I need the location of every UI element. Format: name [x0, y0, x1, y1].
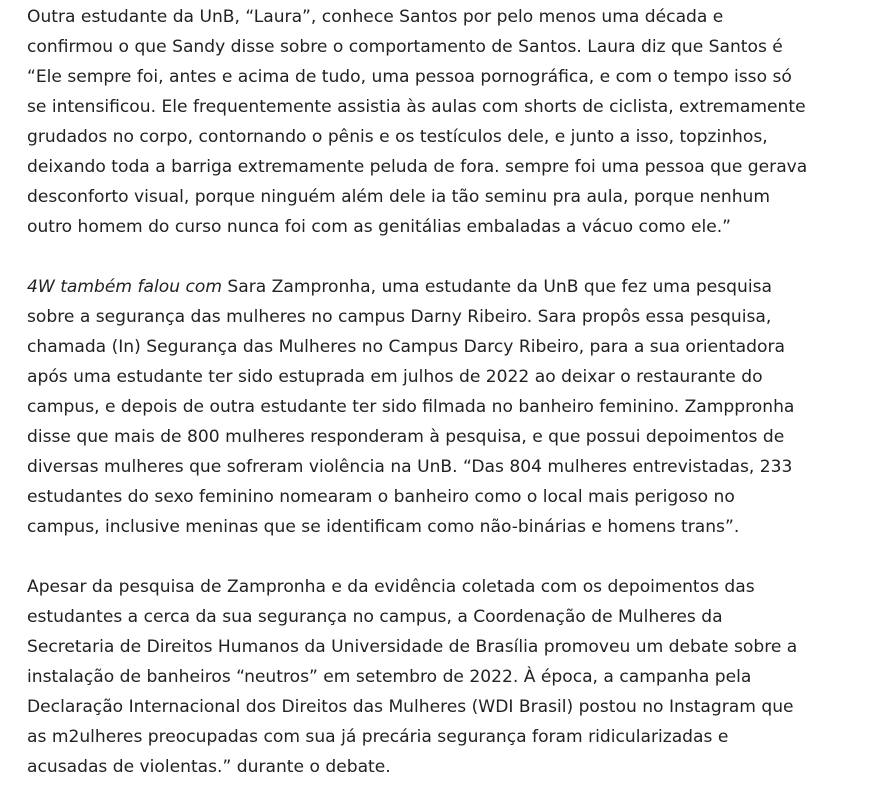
- paragraph-debate: [27, 572, 857, 782]
- text-line: diversas mulheres que sofreram violência na UnB. “Das 804 mulheres entrevistadas, 233: [27, 457, 793, 477]
- paragraph-zampronha: [27, 272, 857, 542]
- text-run: Sara Zampronha, uma estudante da UnB que fez uma pesquisa: [221, 277, 772, 297]
- text-line: grudados no corpo, contornando o pênis e os testículos dele, e junto a isso, topzinhos,: [27, 127, 768, 147]
- text-line: Declaração Internacional dos Direitos das Mulheres (WDI Brasil) postou no Instagram que: [27, 697, 794, 717]
- text-line: “Ele sempre foi, antes e acima de tudo, uma pessoa pornográfica, e com o tempo isso só: [27, 67, 792, 87]
- text-line: Apesar da pesquisa de Zampronha e da evidência coletada com os depoimentos das: [27, 577, 755, 597]
- text-line-first: [27, 272, 857, 302]
- text-line: estudantes a cerca da sua segurança no campus, a Coordenação de Mulheres da: [27, 607, 723, 627]
- article-body: [27, 2, 857, 782]
- text-line: campus, inclusive meninas que se identificam como não-binárias e homens trans”.: [27, 517, 740, 537]
- text-line: sobre a segurança das mulheres no campus Darny Ribeiro. Sara propôs essa pesquisa,: [27, 307, 772, 327]
- paragraph-spacer: [27, 242, 857, 272]
- text-line: acusadas de violentas.” durante o debate.: [27, 757, 391, 777]
- text-line: se intensificou. Ele frequentemente assistia às aulas com shorts de ciclista, extremamente: [27, 97, 806, 117]
- text-line: disse que mais de 800 mulheres responderam à pesquisa, e que possui depoimentos de: [27, 427, 785, 447]
- text-line: as m2ulheres preocupadas com sua já precária segurança foram ridicularizadas e: [27, 727, 729, 747]
- paragraph-spacer: [27, 542, 857, 572]
- text-line: confirmou o que Sandy disse sobre o comportamento de Santos. Laura diz que Santos é: [27, 37, 783, 57]
- text-line: Secretaria de Direitos Humanos da Universidade de Brasília promoveu um debate sobre a: [27, 637, 798, 657]
- paragraph-laura: [27, 2, 857, 242]
- text-line: outro homem do curso nunca foi com as genitálias embaladas a vácuo como ele.”: [27, 217, 732, 237]
- italic-intro: 4W também falou com: [27, 277, 222, 297]
- text-line: estudantes do sexo feminino nomearam o banheiro como o local mais perigoso no: [27, 487, 735, 507]
- text-line: campus, e depois de outra estudante ter sido filmada no banheiro feminino. Zamppronha: [27, 397, 795, 417]
- text-line: deixando toda a barriga extremamente peluda de fora. sempre foi uma pessoa que gerava: [27, 157, 808, 177]
- text-line: após uma estudante ter sido estuprada em julhos de 2022 ao deixar o restaurante do: [27, 367, 763, 387]
- text-line: chamada (In) Segurança das Mulheres no Campus Darcy Ribeiro, para a sua orientadora: [27, 337, 785, 357]
- text-line: desconforto visual, porque ninguém além dele ia tão seminu pra aula, porque nenhum: [27, 187, 771, 207]
- text-line: instalação de banheiros “neutros” em setembro de 2022. À época, a campanha pela: [27, 667, 752, 687]
- text-line: Outra estudante da UnB, “Laura”, conhece Santos por pelo menos uma década e: [27, 7, 724, 27]
